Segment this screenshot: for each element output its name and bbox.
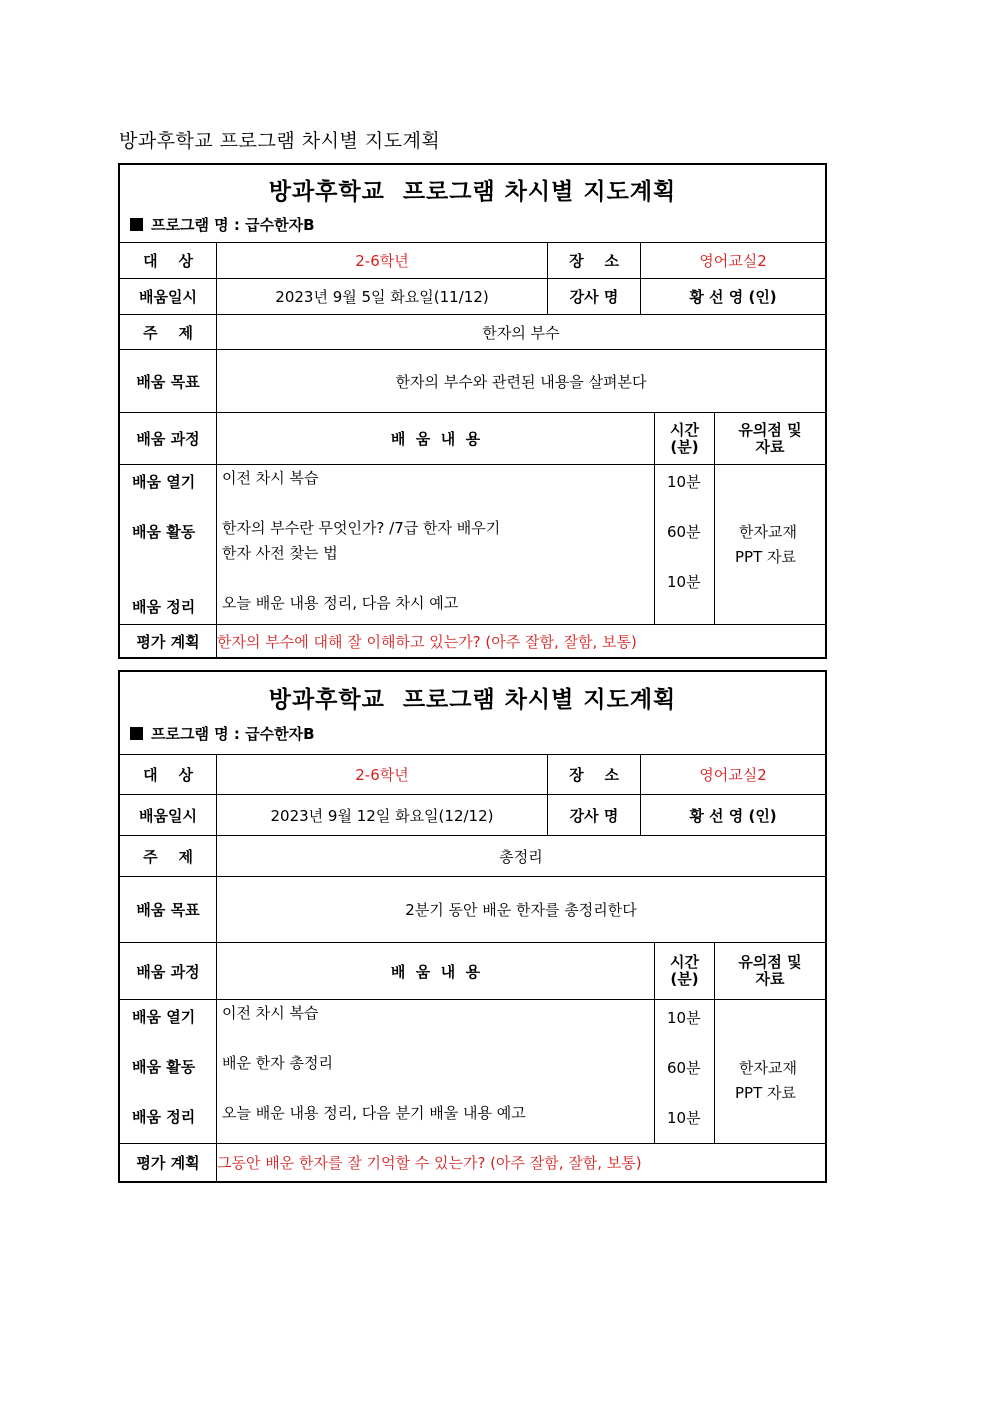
stage-content-line: 오늘 배운 내용 정리, 다음 분기 배울 내용 예고 [222, 1104, 526, 1122]
program-name [130, 214, 315, 235]
stage-label: 배움 정리 [132, 1108, 196, 1126]
topic-value: 총정리 [216, 836, 825, 876]
target-value: 2-6학년 [216, 755, 547, 794]
notes-header-line2: 자료 [755, 970, 785, 988]
materials-line: PPT 자료 [735, 548, 797, 566]
stage-time-cell [654, 465, 714, 624]
materials-line: 한자교재 [739, 1059, 797, 1077]
stage-time: 10분 [667, 1009, 701, 1027]
notes-header-line2: 자료 [755, 437, 785, 456]
topic-row [120, 836, 825, 877]
stage-content-line: 한자 사전 찾는 법 [222, 544, 338, 562]
time-header [654, 413, 714, 464]
plan-header [120, 165, 825, 243]
materials-line: 한자교재 [739, 523, 797, 541]
eval-label: 평가 계획 [136, 632, 200, 651]
place-label: 장 소 [547, 243, 640, 278]
stage-time: 10분 [667, 1109, 701, 1127]
content-header: 배 움 내 용 [216, 413, 654, 464]
stage-label: 배움 열기 [132, 1008, 196, 1026]
stage-label: 배움 정리 [132, 598, 196, 616]
date-row [120, 795, 825, 836]
program-name-text: 프로그램 명 : 급수한자B [151, 216, 315, 234]
stage-time-cell [654, 1000, 714, 1143]
stage-time: 10분 [667, 473, 701, 491]
stage-content-cell [216, 465, 654, 624]
stage-label: 배움 활동 [132, 1058, 196, 1076]
date-value: 2023년 9월 5일 화요일(11/12) [216, 279, 547, 314]
stage-content-cell [216, 1000, 654, 1143]
evaluation-row [120, 1144, 825, 1181]
place-value: 영어교실2 [640, 243, 825, 278]
square-bullet-icon [130, 727, 143, 740]
target-label: 대 상 [143, 252, 193, 270]
goal-label: 배움 목표 [136, 901, 200, 919]
materials-cell [714, 1000, 825, 1143]
process-label: 배움 과정 [136, 430, 200, 448]
time-header-line1: 시간 [670, 953, 699, 971]
eval-value: 그동안 배운 한자를 잘 기억할 수 있는가? (아주 잘함, 잘함, 보통) [216, 1144, 825, 1181]
lesson-plan-table-2 [118, 670, 827, 1183]
process-body-row [120, 1000, 825, 1144]
goal-value: 한자의 부수와 관련된 내용을 살펴본다 [216, 350, 825, 412]
document-title: 방과후학교 프로그램 차시별 지도계획 [119, 130, 441, 152]
stage-time: 60분 [667, 523, 701, 541]
time-header-line2: (분) [670, 970, 699, 988]
process-label: 배움 과정 [136, 962, 200, 981]
goal-row [120, 877, 825, 943]
topic-label: 주 제 [143, 847, 193, 866]
date-label: 배움일시 [139, 806, 197, 825]
teacher-value: 황 선 영 (인) [640, 795, 825, 835]
place-label: 장 소 [547, 755, 640, 794]
teacher-label: 강사 명 [547, 795, 640, 835]
eval-label: 평가 계획 [136, 1154, 200, 1172]
topic-row [120, 315, 825, 350]
goal-value: 2분기 동안 배운 한자를 총정리한다 [216, 877, 825, 942]
teacher-label: 강사 명 [547, 279, 640, 314]
stage-content-line: 한자의 부수란 무엇인가? /7급 한자 배우기 [222, 519, 501, 537]
evaluation-row [120, 625, 825, 657]
target-row [120, 755, 825, 795]
plan-title: 방과후학교 프로그램 차시별 지도계획 [268, 686, 677, 713]
eval-value: 한자의 부수에 대해 잘 이해하고 있는가? (아주 잘함, 잘함, 보통) [216, 625, 825, 657]
time-header [654, 943, 714, 999]
topic-label: 주 제 [143, 323, 193, 342]
plan-header [120, 672, 825, 755]
notes-header [714, 943, 825, 999]
place-value: 영어교실2 [640, 755, 825, 794]
stage-label: 배움 열기 [132, 473, 196, 491]
stage-content-line: 배운 한자 총정리 [222, 1054, 333, 1072]
stage-content-line: 이전 차시 복습 [222, 469, 319, 487]
teacher-value: 황 선 영 (인) [640, 279, 825, 314]
goal-row [120, 350, 825, 413]
stage-time: 60분 [667, 1059, 701, 1077]
target-row [120, 243, 825, 279]
time-header-line2: (분) [670, 437, 699, 456]
target-value: 2-6학년 [216, 243, 547, 278]
topic-value: 한자의 부수 [216, 315, 825, 349]
stage-time: 10분 [667, 573, 701, 591]
goal-label: 배움 목표 [136, 372, 200, 391]
time-header-line1: 시간 [670, 420, 699, 439]
lesson-plan-table-1 [118, 163, 827, 659]
materials-line: PPT 자료 [735, 1084, 797, 1102]
notes-header-line1: 유의점 및 [738, 953, 802, 971]
stage-labels-cell [120, 1000, 216, 1143]
stage-content-line: 이전 차시 복습 [222, 1004, 319, 1022]
square-bullet-icon [130, 218, 143, 231]
process-body-row [120, 465, 825, 625]
stage-label: 배움 활동 [132, 523, 196, 541]
plan-title: 방과후학교 프로그램 차시별 지도계획 [268, 178, 677, 205]
process-header-row [120, 413, 825, 465]
date-value: 2023년 9월 12일 화요일(12/12) [216, 795, 547, 835]
target-label: 대 상 [143, 766, 193, 784]
process-header-row [120, 943, 825, 1000]
stage-labels-cell [120, 465, 216, 624]
stage-content-line: 오늘 배운 내용 정리, 다음 차시 예고 [222, 594, 459, 612]
notes-header [714, 413, 825, 464]
program-name-text: 프로그램 명 : 급수한자B [151, 725, 315, 743]
content-header: 배 움 내 용 [216, 943, 654, 999]
date-row [120, 279, 825, 315]
program-name [130, 723, 315, 744]
notes-header-line1: 유의점 및 [738, 420, 802, 439]
materials-cell [714, 465, 825, 624]
date-label: 배움일시 [139, 288, 197, 306]
